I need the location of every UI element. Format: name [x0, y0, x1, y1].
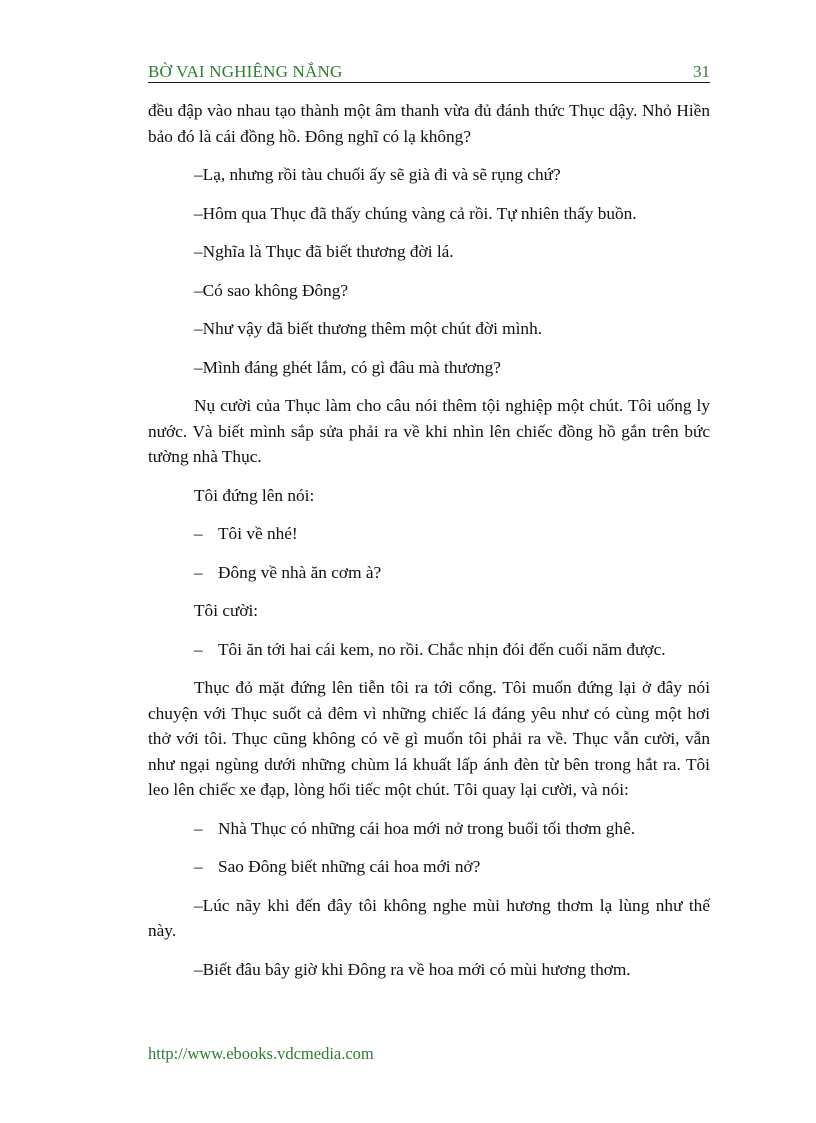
dialogue-text: Tôi về nhé! [218, 524, 298, 543]
dialogue-text: Đông về nhà ăn cơm à? [218, 562, 382, 582]
narrative-line: Tôi cười: [194, 601, 259, 620]
paragraph-continuation: đều đập vào nhau tạo thành một âm thanh vừa đủ đánh thức Thục dậy. Nhỏ Hiền bảo đó là cái đồng hồ. Đông nghĩ có lạ không? [148, 101, 710, 146]
narrative-paragraph: Nụ cười của Thục làm cho câu nói thêm tội nghiệp một chút. Tôi uống ly nước. Và biết mình sắp sửa phải ra về khi nhìn lên chiếc đồng hồ gắn trên bức tường nhà Thục. [148, 396, 710, 466]
footer-url[interactable]: http://www.ebooks.vdcmedia.com [148, 1044, 374, 1063]
dialogue-line: –Biết đâu bây giờ khi Đông ra về hoa mới có mùi hương thơm. [194, 959, 631, 979]
dialogue-line [148, 637, 710, 663]
dash-mark: – [194, 639, 203, 659]
dialogue-line: –Có sao không Đông? [194, 280, 349, 300]
dash-mark: – [194, 857, 203, 876]
dialogue-text: Sao Đông biết những cái hoa mới nở? [218, 857, 481, 876]
dialogue-line: –Lúc nãy khi đến đây tôi không nghe mùi hương thơm lạ lùng như thế này. [148, 895, 710, 940]
dialogue-line: –Như vậy đã biết thương thêm một chút đời mình. [194, 319, 543, 338]
running-header [148, 60, 710, 83]
dialogue-line [148, 560, 710, 586]
dialogue-line: –Mình đáng ghét lắm, có gì đâu mà thương? [194, 357, 501, 377]
dash-mark: – [194, 818, 203, 838]
dialogue-text: Nhà Thục có những cái hoa mới nở trong buổi tối thơm ghê. [218, 818, 636, 838]
narrative-line: Tôi đứng lên nói: [194, 485, 315, 505]
page-body [148, 98, 710, 982]
dash-mark: – [194, 524, 203, 543]
dialogue-text: Tôi ăn tới hai cái kem, no rồi. Chắc nhịn đói đến cuối năm được. [218, 639, 666, 659]
dialogue-line: –Hôm qua Thục đã thấy chúng vàng cả rồi. Tự nhiên thấy buồn. [194, 203, 637, 223]
page-number: 31 [693, 62, 710, 81]
narrative-paragraph: Thục đỏ mặt đứng lên tiễn tôi ra tới cổng. Tôi muốn đứng lại ở đây nói chuyện với Thục suốt cả đêm vì những chiếc lá đáng yêu như có cùng một hơi thở với tôi. Thục cũng không có vẽ gì muốn tôi phải ra về. Thục vẫn cười, vẫn như ngại ngùng dưới những chùm lá khuất lấp ánh đèn từ bên trong hắt ra. Tôi leo lên chiếc xe đạp, lòng hối tiếc một chút. Tôi quay lại cười, và nói: [148, 678, 710, 799]
dialogue-line [148, 854, 710, 880]
dialogue-line: –Lạ, nhưng rồi tàu chuối ấy sẽ già đi và sẽ rụng chứ? [194, 165, 561, 184]
dialogue-line: –Nghĩa là Thục đã biết thương đời lá. [194, 242, 454, 261]
book-title: BỜ VAI NGHIÊNG NẮNG [148, 62, 343, 81]
dialogue-line [148, 521, 710, 547]
dialogue-line [148, 816, 710, 842]
dash-mark: – [194, 562, 203, 582]
